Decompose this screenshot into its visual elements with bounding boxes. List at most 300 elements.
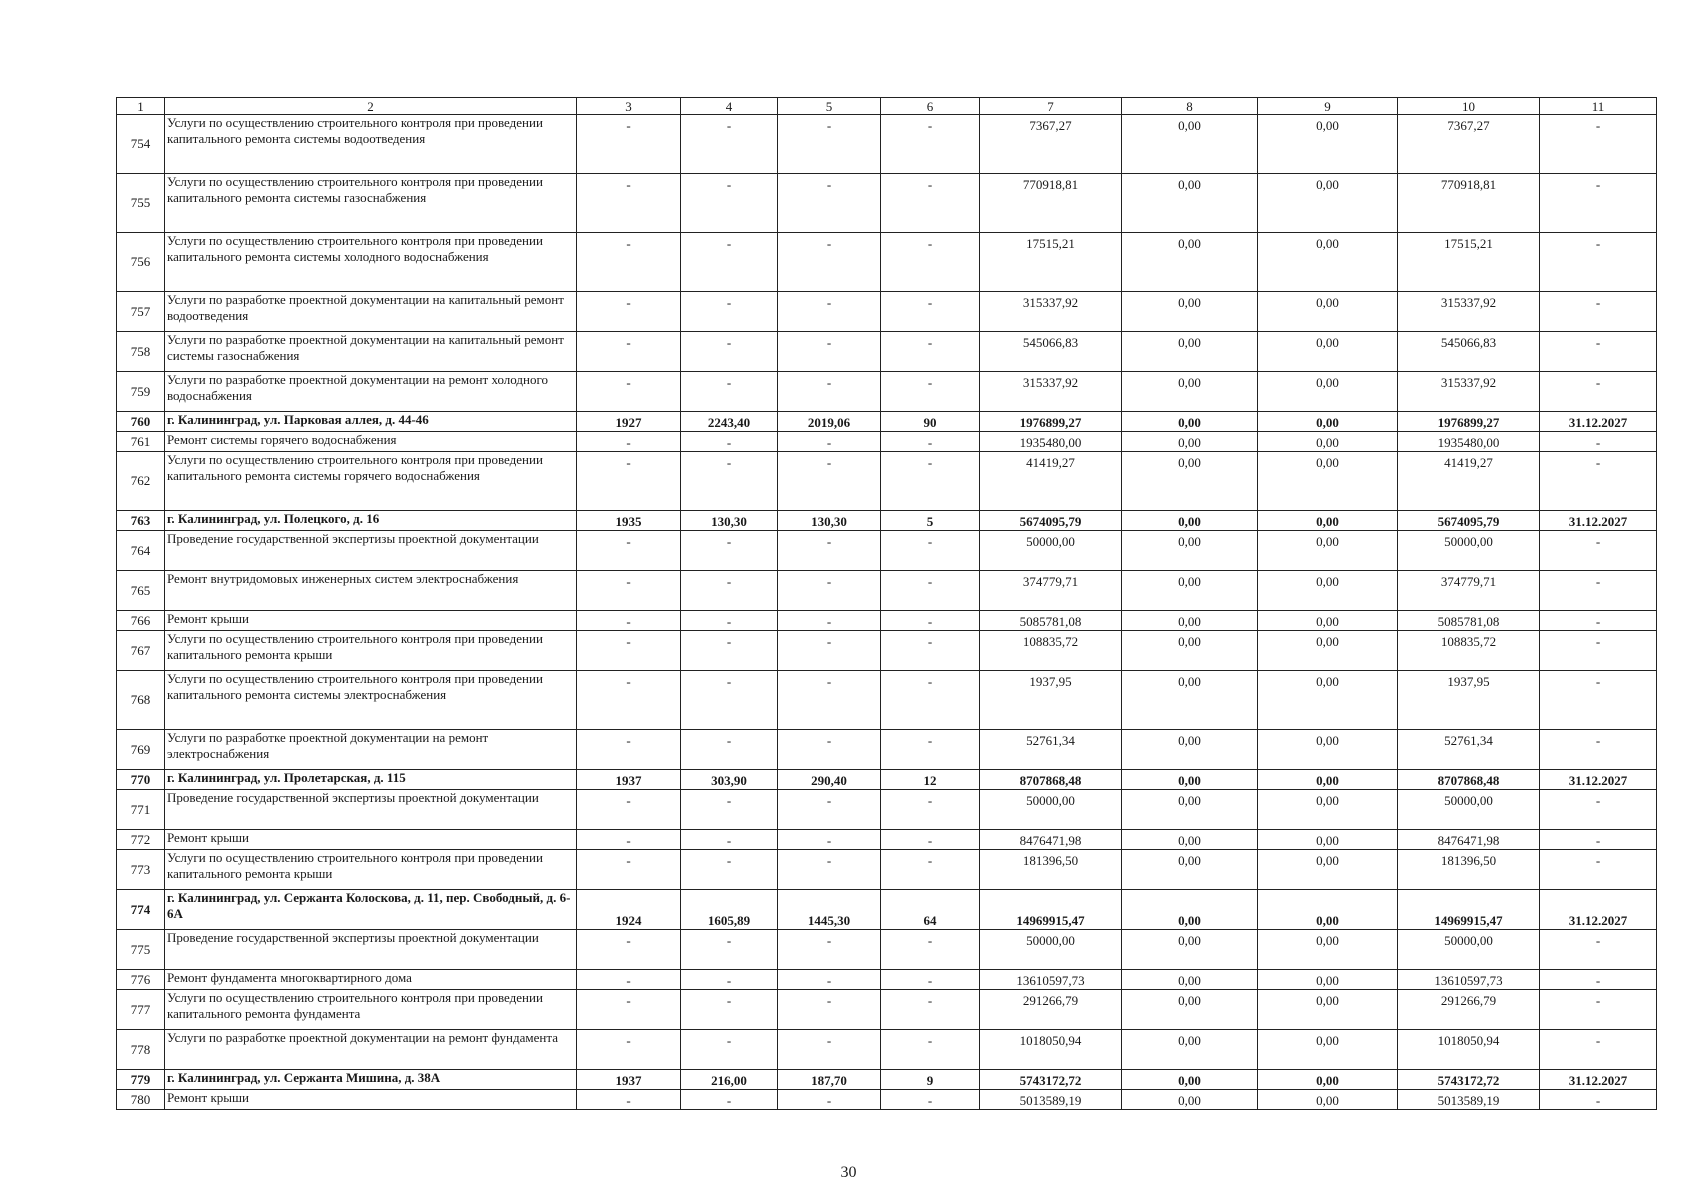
row-number-cell: 758 — [117, 332, 165, 372]
value-cell-c9: 0,00 — [1258, 452, 1398, 511]
value-cell-c9: 0,00 — [1258, 850, 1398, 890]
table-row — [117, 292, 1657, 332]
row-number-cell: 760 — [117, 412, 165, 432]
table-row — [117, 174, 1657, 233]
value-cell-c6: - — [881, 432, 980, 452]
column-header-9: 9 — [1258, 98, 1398, 115]
value-cell-c3: - — [577, 1030, 681, 1070]
work-name-cell: Ремонт крыши — [165, 611, 577, 631]
value-cell-c3: - — [577, 452, 681, 511]
value-cell-c10: 17515,21 — [1398, 233, 1540, 292]
value-cell-c11: - — [1540, 531, 1657, 571]
value-cell-c4: - — [681, 970, 778, 990]
value-cell-c9: 0,00 — [1258, 790, 1398, 830]
value-cell-c5: 130,30 — [778, 511, 881, 531]
row-number-cell: 766 — [117, 611, 165, 631]
value-cell-c3: - — [577, 372, 681, 412]
value-cell-c6: - — [881, 790, 980, 830]
value-cell-c9: 0,00 — [1258, 970, 1398, 990]
value-cell-c11: - — [1540, 174, 1657, 233]
row-number-cell: 759 — [117, 372, 165, 412]
value-cell-c8: 0,00 — [1122, 671, 1258, 730]
value-cell-c9: 0,00 — [1258, 233, 1398, 292]
column-number-header — [117, 98, 1657, 115]
value-cell-c7: 14969915,47 — [980, 890, 1122, 930]
value-cell-c3: - — [577, 850, 681, 890]
value-cell-c3: - — [577, 1090, 681, 1110]
value-cell-c5: - — [778, 830, 881, 850]
column-header-8: 8 — [1122, 98, 1258, 115]
value-cell-c10: 545066,83 — [1398, 332, 1540, 372]
value-cell-c3: - — [577, 830, 681, 850]
value-cell-c8: 0,00 — [1122, 174, 1258, 233]
value-cell-c8: 0,00 — [1122, 332, 1258, 372]
work-name-cell: Услуги по разработке проектной документации на ремонт фундамента — [165, 1030, 577, 1070]
address-cell: г. Калининград, ул. Полецкого, д. 16 — [165, 511, 577, 531]
value-cell-c11: - — [1540, 970, 1657, 990]
value-cell-c10: 374779,71 — [1398, 571, 1540, 611]
row-number-cell: 771 — [117, 790, 165, 830]
work-name-cell: Услуги по разработке проектной документации на капитальный ремонт водоотведения — [165, 292, 577, 332]
value-cell-c3: - — [577, 292, 681, 332]
row-number-cell: 779 — [117, 1070, 165, 1090]
value-cell-c10: 50000,00 — [1398, 930, 1540, 970]
value-cell-c7: 50000,00 — [980, 790, 1122, 830]
value-cell-c7: 545066,83 — [980, 332, 1122, 372]
column-header-3: 3 — [577, 98, 681, 115]
value-cell-c5: 1445,30 — [778, 890, 881, 930]
value-cell-c9: 0,00 — [1258, 571, 1398, 611]
value-cell-c7: 315337,92 — [980, 372, 1122, 412]
value-cell-c7: 8476471,98 — [980, 830, 1122, 850]
value-cell-c8: 0,00 — [1122, 432, 1258, 452]
value-cell-c7: 1937,95 — [980, 671, 1122, 730]
value-cell-c4: - — [681, 671, 778, 730]
value-cell-c4: - — [681, 332, 778, 372]
value-cell-c4: - — [681, 452, 778, 511]
value-cell-c5: - — [778, 790, 881, 830]
value-cell-c5: - — [778, 233, 881, 292]
value-cell-c4: - — [681, 174, 778, 233]
value-cell-c7: 1976899,27 — [980, 412, 1122, 432]
value-cell-c7: 17515,21 — [980, 233, 1122, 292]
table-row — [117, 372, 1657, 412]
value-cell-c9: 0,00 — [1258, 372, 1398, 412]
value-cell-c3: - — [577, 332, 681, 372]
value-cell-c10: 770918,81 — [1398, 174, 1540, 233]
value-cell-c7: 41419,27 — [980, 452, 1122, 511]
work-name-cell: Ремонт внутридомовых инженерных систем электроснабжения — [165, 571, 577, 611]
value-cell-c7: 5013589,19 — [980, 1090, 1122, 1110]
value-cell-c10: 315337,92 — [1398, 292, 1540, 332]
address-cell: г. Калининград, ул. Парковая аллея, д. 44-46 — [165, 412, 577, 432]
value-cell-c11: - — [1540, 292, 1657, 332]
value-cell-c7: 5674095,79 — [980, 511, 1122, 531]
value-cell-c8: 0,00 — [1122, 1090, 1258, 1110]
table-row — [117, 412, 1657, 432]
value-cell-c6: - — [881, 730, 980, 770]
value-cell-c4: 2243,40 — [681, 412, 778, 432]
value-cell-c6: - — [881, 990, 980, 1030]
value-cell-c5: - — [778, 332, 881, 372]
value-cell-c8: 0,00 — [1122, 1030, 1258, 1070]
table-row — [117, 990, 1657, 1030]
value-cell-c6: - — [881, 611, 980, 631]
table-row — [117, 611, 1657, 631]
value-cell-c9: 0,00 — [1258, 432, 1398, 452]
table-row — [117, 850, 1657, 890]
value-cell-c10: 1976899,27 — [1398, 412, 1540, 432]
value-cell-c3: - — [577, 174, 681, 233]
value-cell-c5: 187,70 — [778, 1070, 881, 1090]
value-cell-c4: - — [681, 432, 778, 452]
value-cell-c11: 31.12.2027 — [1540, 890, 1657, 930]
value-cell-c11: - — [1540, 671, 1657, 730]
value-cell-c5: 2019,06 — [778, 412, 881, 432]
value-cell-c9: 0,00 — [1258, 531, 1398, 571]
value-cell-c5: - — [778, 372, 881, 412]
value-cell-c11: 31.12.2027 — [1540, 511, 1657, 531]
value-cell-c4: - — [681, 233, 778, 292]
value-cell-c10: 5674095,79 — [1398, 511, 1540, 531]
value-cell-c11: 31.12.2027 — [1540, 1070, 1657, 1090]
value-cell-c4: - — [681, 790, 778, 830]
value-cell-c3: 1924 — [577, 890, 681, 930]
table-row — [117, 631, 1657, 671]
page-number: 30 — [840, 1164, 857, 1181]
row-number-cell: 778 — [117, 1030, 165, 1070]
value-cell-c10: 7367,27 — [1398, 115, 1540, 174]
value-cell-c7: 374779,71 — [980, 571, 1122, 611]
value-cell-c3: - — [577, 730, 681, 770]
table-row — [117, 1070, 1657, 1090]
row-number-cell: 775 — [117, 930, 165, 970]
value-cell-c3: - — [577, 432, 681, 452]
column-header-5: 5 — [778, 98, 881, 115]
value-cell-c5: - — [778, 611, 881, 631]
value-cell-c10: 52761,34 — [1398, 730, 1540, 770]
row-number-cell: 776 — [117, 970, 165, 990]
work-name-cell: Услуги по осуществлению строительного контроля при проведении капитального ремонта системы водоотведения — [165, 115, 577, 174]
value-cell-c4: - — [681, 571, 778, 611]
row-number-cell: 770 — [117, 770, 165, 790]
value-cell-c6: 64 — [881, 890, 980, 930]
work-name-cell: Ремонт системы горячего водоснабжения — [165, 432, 577, 452]
row-number-cell: 768 — [117, 671, 165, 730]
value-cell-c5: - — [778, 1090, 881, 1110]
value-cell-c4: - — [681, 115, 778, 174]
value-cell-c5: - — [778, 671, 881, 730]
value-cell-c10: 14969915,47 — [1398, 890, 1540, 930]
column-header-10: 10 — [1398, 98, 1540, 115]
value-cell-c7: 1018050,94 — [980, 1030, 1122, 1070]
value-cell-c4: - — [681, 1090, 778, 1110]
value-cell-c6: - — [881, 233, 980, 292]
value-cell-c3: - — [577, 233, 681, 292]
value-cell-c5: - — [778, 930, 881, 970]
value-cell-c7: 7367,27 — [980, 115, 1122, 174]
value-cell-c9: 0,00 — [1258, 770, 1398, 790]
repair-program-table — [116, 97, 1657, 1110]
value-cell-c6: - — [881, 830, 980, 850]
row-number-cell: 777 — [117, 990, 165, 1030]
table-row — [117, 571, 1657, 611]
value-cell-c7: 108835,72 — [980, 631, 1122, 671]
value-cell-c6: 5 — [881, 511, 980, 531]
value-cell-c8: 0,00 — [1122, 115, 1258, 174]
work-name-cell: Услуги по осуществлению строительного контроля при проведении капитального ремонта системы холодного водоснабжения — [165, 233, 577, 292]
value-cell-c8: 0,00 — [1122, 890, 1258, 930]
column-header-1: 1 — [117, 98, 165, 115]
value-cell-c9: 0,00 — [1258, 631, 1398, 671]
value-cell-c5: - — [778, 970, 881, 990]
value-cell-c7: 52761,34 — [980, 730, 1122, 770]
value-cell-c4: - — [681, 611, 778, 631]
row-number-cell: 774 — [117, 890, 165, 930]
value-cell-c3: - — [577, 990, 681, 1030]
value-cell-c3: - — [577, 970, 681, 990]
address-cell: г. Калининград, ул. Сержанта Колоскова, д. 11, пер. Свободный, д. 6-6А — [165, 890, 577, 930]
table-row — [117, 233, 1657, 292]
value-cell-c8: 0,00 — [1122, 1070, 1258, 1090]
value-cell-c7: 181396,50 — [980, 850, 1122, 890]
value-cell-c10: 5013589,19 — [1398, 1090, 1540, 1110]
value-cell-c6: - — [881, 571, 980, 611]
value-cell-c6: - — [881, 850, 980, 890]
table-row — [117, 452, 1657, 511]
value-cell-c3: - — [577, 531, 681, 571]
value-cell-c6: - — [881, 1090, 980, 1110]
value-cell-c3: - — [577, 631, 681, 671]
column-header-6: 6 — [881, 98, 980, 115]
value-cell-c8: 0,00 — [1122, 631, 1258, 671]
value-cell-c11: - — [1540, 372, 1657, 412]
value-cell-c7: 291266,79 — [980, 990, 1122, 1030]
value-cell-c11: - — [1540, 432, 1657, 452]
value-cell-c11: - — [1540, 850, 1657, 890]
work-name-cell: Услуги по разработке проектной документации на ремонт электроснабжения — [165, 730, 577, 770]
value-cell-c4: - — [681, 372, 778, 412]
table-row — [117, 531, 1657, 571]
value-cell-c9: 0,00 — [1258, 611, 1398, 631]
row-number-cell: 763 — [117, 511, 165, 531]
value-cell-c9: 0,00 — [1258, 1090, 1398, 1110]
row-number-cell: 762 — [117, 452, 165, 511]
value-cell-c6: 9 — [881, 1070, 980, 1090]
table-row — [117, 1030, 1657, 1070]
table-row — [117, 770, 1657, 790]
value-cell-c3: - — [577, 930, 681, 970]
work-name-cell: Ремонт крыши — [165, 1090, 577, 1110]
table-row — [117, 830, 1657, 850]
row-number-cell: 755 — [117, 174, 165, 233]
value-cell-c9: 0,00 — [1258, 115, 1398, 174]
row-number-cell: 773 — [117, 850, 165, 890]
value-cell-c10: 181396,50 — [1398, 850, 1540, 890]
value-cell-c10: 1018050,94 — [1398, 1030, 1540, 1070]
value-cell-c3: - — [577, 611, 681, 631]
value-cell-c10: 41419,27 — [1398, 452, 1540, 511]
value-cell-c3: - — [577, 671, 681, 730]
value-cell-c11: - — [1540, 990, 1657, 1030]
value-cell-c5: - — [778, 631, 881, 671]
work-name-cell: Услуги по осуществлению строительного контроля при проведении капитального ремонта системы горячего водоснабжения — [165, 452, 577, 511]
table-row — [117, 115, 1657, 174]
table-row — [117, 671, 1657, 730]
value-cell-c6: - — [881, 292, 980, 332]
value-cell-c8: 0,00 — [1122, 412, 1258, 432]
value-cell-c9: 0,00 — [1258, 930, 1398, 970]
value-cell-c5: - — [778, 571, 881, 611]
table-row — [117, 332, 1657, 372]
document-sheet — [116, 97, 1656, 1110]
value-cell-c9: 0,00 — [1258, 671, 1398, 730]
value-cell-c5: - — [778, 432, 881, 452]
value-cell-c7: 50000,00 — [980, 930, 1122, 970]
value-cell-c6: 90 — [881, 412, 980, 432]
value-cell-c6: - — [881, 671, 980, 730]
value-cell-c11: - — [1540, 730, 1657, 770]
value-cell-c5: - — [778, 531, 881, 571]
value-cell-c8: 0,00 — [1122, 372, 1258, 412]
work-name-cell: Ремонт крыши — [165, 830, 577, 850]
work-name-cell: Проведение государственной экспертизы проектной документации — [165, 531, 577, 571]
value-cell-c4: 303,90 — [681, 770, 778, 790]
row-number-cell: 772 — [117, 830, 165, 850]
value-cell-c3: 1927 — [577, 412, 681, 432]
value-cell-c10: 8707868,48 — [1398, 770, 1540, 790]
value-cell-c11: - — [1540, 790, 1657, 830]
value-cell-c8: 0,00 — [1122, 770, 1258, 790]
value-cell-c8: 0,00 — [1122, 611, 1258, 631]
column-header-4: 4 — [681, 98, 778, 115]
value-cell-c11: - — [1540, 115, 1657, 174]
value-cell-c6: - — [881, 531, 980, 571]
work-name-cell: Услуги по осуществлению строительного контроля при проведении капитального ремонта крыши — [165, 631, 577, 671]
row-number-cell: 769 — [117, 730, 165, 770]
value-cell-c5: - — [778, 115, 881, 174]
value-cell-c10: 1937,95 — [1398, 671, 1540, 730]
value-cell-c10: 5743172,72 — [1398, 1070, 1540, 1090]
work-name-cell: Услуги по осуществлению строительного контроля при проведении капитального ремонта фундамента — [165, 990, 577, 1030]
value-cell-c9: 0,00 — [1258, 412, 1398, 432]
value-cell-c8: 0,00 — [1122, 730, 1258, 770]
value-cell-c4: 130,30 — [681, 511, 778, 531]
value-cell-c4: - — [681, 990, 778, 1030]
value-cell-c10: 315337,92 — [1398, 372, 1540, 412]
value-cell-c9: 0,00 — [1258, 511, 1398, 531]
value-cell-c6: - — [881, 930, 980, 970]
value-cell-c3: 1935 — [577, 511, 681, 531]
value-cell-c11: - — [1540, 930, 1657, 970]
work-name-cell: Услуги по разработке проектной документации на капитальный ремонт системы газоснабжения — [165, 332, 577, 372]
value-cell-c8: 0,00 — [1122, 452, 1258, 511]
value-cell-c3: 1937 — [577, 770, 681, 790]
value-cell-c4: 1605,89 — [681, 890, 778, 930]
address-cell: г. Калининград, ул. Сержанта Мишина, д. 38А — [165, 1070, 577, 1090]
value-cell-c4: 216,00 — [681, 1070, 778, 1090]
row-number-cell: 761 — [117, 432, 165, 452]
value-cell-c5: 290,40 — [778, 770, 881, 790]
value-cell-c11: - — [1540, 830, 1657, 850]
value-cell-c10: 5085781,08 — [1398, 611, 1540, 631]
value-cell-c7: 5085781,08 — [980, 611, 1122, 631]
value-cell-c9: 0,00 — [1258, 830, 1398, 850]
work-name-cell: Услуги по осуществлению строительного контроля при проведении капитального ремонта крыши — [165, 850, 577, 890]
value-cell-c7: 13610597,73 — [980, 970, 1122, 990]
work-name-cell: Ремонт фундамента многоквартирного дома — [165, 970, 577, 990]
row-number-cell: 754 — [117, 115, 165, 174]
table-row — [117, 970, 1657, 990]
value-cell-c10: 13610597,73 — [1398, 970, 1540, 990]
value-cell-c10: 50000,00 — [1398, 790, 1540, 830]
value-cell-c8: 0,00 — [1122, 790, 1258, 830]
value-cell-c4: - — [681, 1030, 778, 1070]
value-cell-c7: 315337,92 — [980, 292, 1122, 332]
value-cell-c4: - — [681, 930, 778, 970]
value-cell-c5: - — [778, 292, 881, 332]
value-cell-c8: 0,00 — [1122, 850, 1258, 890]
value-cell-c3: - — [577, 790, 681, 830]
value-cell-c10: 291266,79 — [1398, 990, 1540, 1030]
value-cell-c3: 1937 — [577, 1070, 681, 1090]
row-number-cell: 764 — [117, 531, 165, 571]
value-cell-c10: 50000,00 — [1398, 531, 1540, 571]
value-cell-c11: - — [1540, 332, 1657, 372]
value-cell-c8: 0,00 — [1122, 233, 1258, 292]
work-name-cell: Услуги по осуществлению строительного контроля при проведении капитального ремонта системы газоснабжения — [165, 174, 577, 233]
table-row — [117, 930, 1657, 970]
value-cell-c8: 0,00 — [1122, 531, 1258, 571]
value-cell-c11: 31.12.2027 — [1540, 412, 1657, 432]
value-cell-c8: 0,00 — [1122, 571, 1258, 611]
row-number-cell: 765 — [117, 571, 165, 611]
table-row — [117, 511, 1657, 531]
column-header-7: 7 — [980, 98, 1122, 115]
value-cell-c9: 0,00 — [1258, 990, 1398, 1030]
value-cell-c6: - — [881, 1030, 980, 1070]
value-cell-c8: 0,00 — [1122, 990, 1258, 1030]
work-name-cell: Услуги по разработке проектной документации на ремонт холодного водоснабжения — [165, 372, 577, 412]
value-cell-c7: 50000,00 — [980, 531, 1122, 571]
value-cell-c6: - — [881, 631, 980, 671]
value-cell-c6: - — [881, 970, 980, 990]
row-number-cell: 757 — [117, 292, 165, 332]
value-cell-c11: - — [1540, 233, 1657, 292]
table-row — [117, 890, 1657, 930]
table-row — [117, 432, 1657, 452]
value-cell-c11: - — [1540, 1030, 1657, 1070]
value-cell-c11: - — [1540, 631, 1657, 671]
value-cell-c5: - — [778, 730, 881, 770]
value-cell-c9: 0,00 — [1258, 890, 1398, 930]
value-cell-c9: 0,00 — [1258, 174, 1398, 233]
value-cell-c10: 8476471,98 — [1398, 830, 1540, 850]
value-cell-c9: 0,00 — [1258, 1070, 1398, 1090]
address-cell: г. Калининград, ул. Пролетарская, д. 115 — [165, 770, 577, 790]
value-cell-c8: 0,00 — [1122, 930, 1258, 970]
value-cell-c11: - — [1540, 452, 1657, 511]
value-cell-c6: - — [881, 452, 980, 511]
work-name-cell: Услуги по осуществлению строительного контроля при проведении капитального ремонта системы электроснабжения — [165, 671, 577, 730]
value-cell-c7: 1935480,00 — [980, 432, 1122, 452]
value-cell-c4: - — [681, 830, 778, 850]
value-cell-c9: 0,00 — [1258, 292, 1398, 332]
value-cell-c4: - — [681, 292, 778, 332]
value-cell-c8: 0,00 — [1122, 511, 1258, 531]
value-cell-c6: - — [881, 174, 980, 233]
value-cell-c7: 8707868,48 — [980, 770, 1122, 790]
